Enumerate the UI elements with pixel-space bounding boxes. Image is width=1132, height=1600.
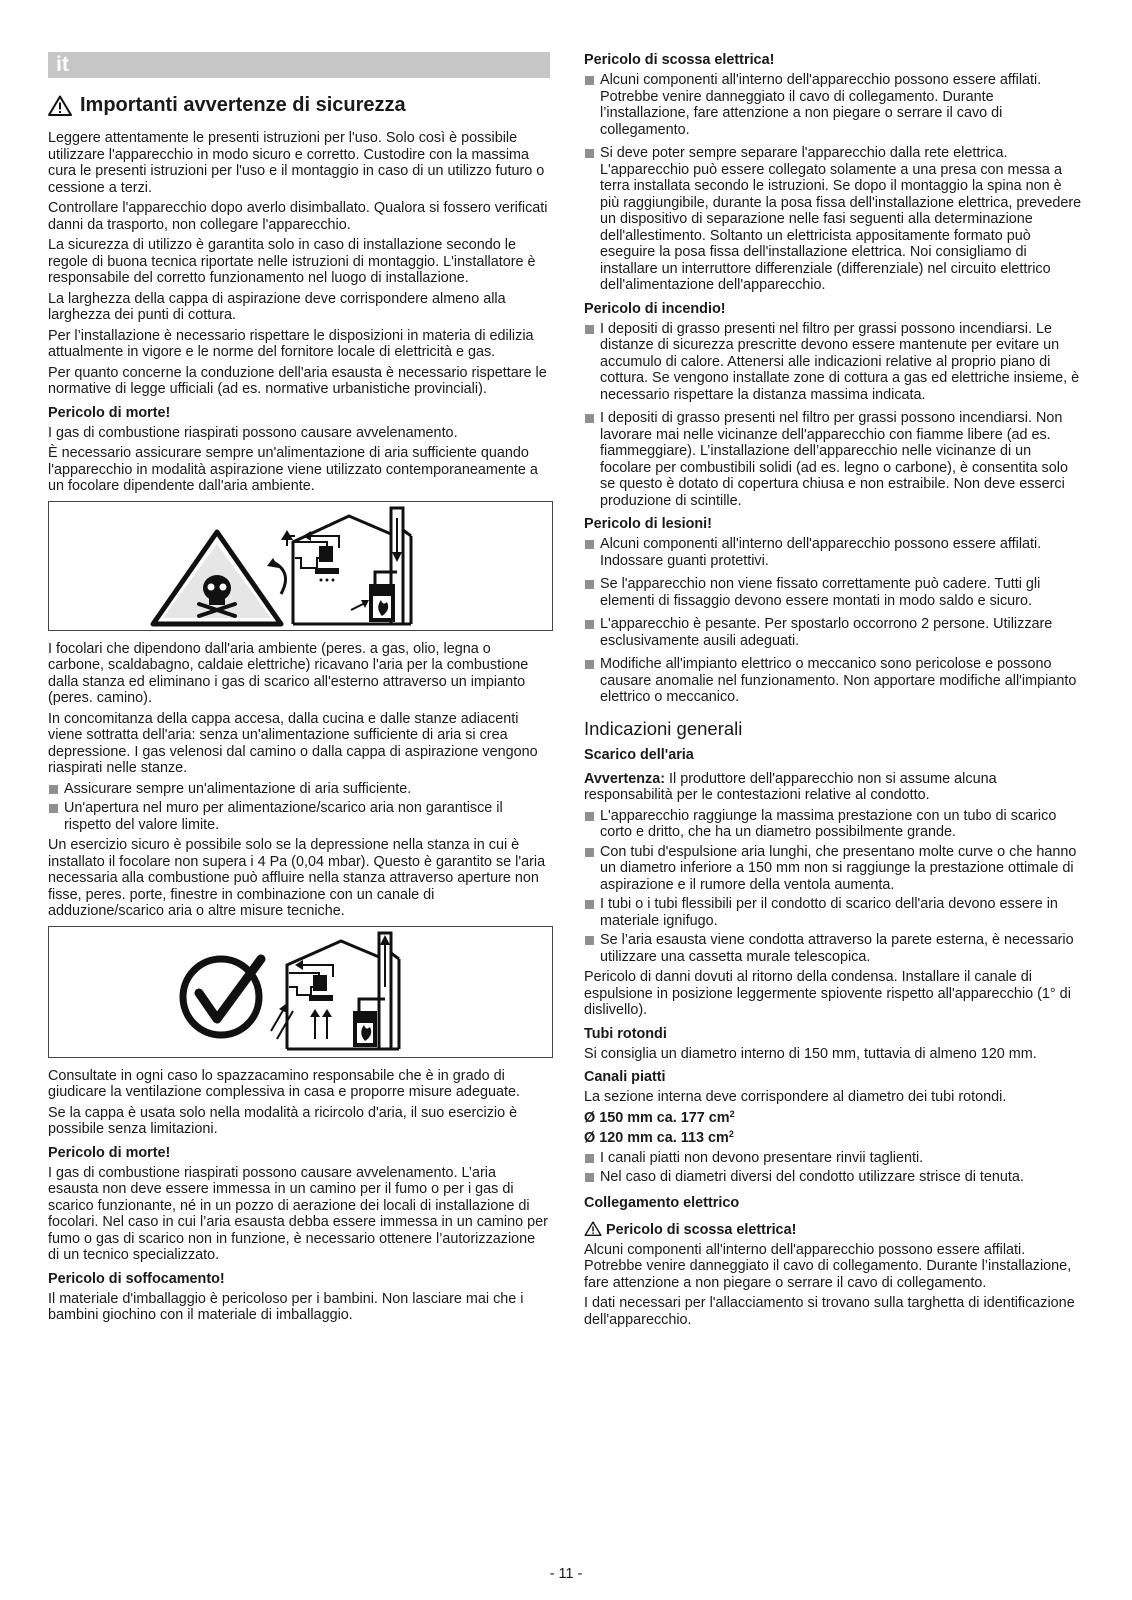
paragraph: I gas di combustione riaspirati possono causare avvelenamento.	[48, 424, 458, 441]
paragraph: I dati necessari per l'allacciamento si trovano sulla targhetta di identificazione dell'apparecchio.	[584, 1295, 1075, 1328]
main-title-text: Importanti avvertenze di sicurezza	[80, 94, 406, 116]
intro-paragraph: Per l’installazione è necessario rispettare le disposizioni in materia di edilizia attualmente in vigore e le norme del fornitore locale di elettricità e gas.	[48, 327, 534, 360]
page-number: - 11 -	[549, 1566, 583, 1582]
intro-paragraph: Leggere attentamente le presenti istruzioni per l'uso. Solo così è possibile utilizzare l'apparecchio in modo sicuro e corretto. Custodire con la massima cura le presenti istruzioni per l'uso e il montaggio in caso di un utilizzo futuro o cessione a terzi.	[48, 130, 545, 196]
intro-paragraph: Controllare l'apparecchio dopo averlo disimballato. Qualora si fossero verificati danni da trasporto, non collegare l'apparecchio.	[48, 200, 548, 233]
checkmark-icon	[183, 959, 261, 1035]
dimension-line: Ø 150 mm ca. 177 $cm^2$	[584, 1108, 735, 1126]
warning-icon	[584, 1221, 602, 1236]
illustration-safe-operation	[48, 926, 553, 1058]
list-item: I depositi di grasso presenti nel filtro per grassi possono incendiarsi. Le distanze di sicurezza prescritte devono essere mantenute per evitare un accumulo di calore. Attenersi alle indicazioni relative al proprio piano di cottura. Se vengono installate zone di cottura a gas ed elettriche insieme, è necessario rispettare la distanza massima indicata.	[584, 321, 1084, 404]
danger-electric-heading: Pericolo di scossa elettrica!	[584, 52, 775, 68]
list-item: Alcuni componenti all'interno dell'apparecchio possono essere affilati. Indossare guanti protettivi.	[584, 536, 1084, 569]
bullet-list	[584, 1150, 1084, 1186]
warning-icon	[48, 95, 72, 116]
list-item: Con tubi d'espulsione aria lunghi, che presentano molte curve o che hanno un diametro inferiore a 150 mm non si raggiunge la prestazione ottimale di aspirazione e il rumore della ventola aumenta.	[584, 844, 1084, 894]
left-column	[48, 52, 550, 1328]
paragraph: La sezione interna deve corrispondere al diametro dei tubi rotondi.	[584, 1089, 1007, 1105]
language-code: it	[56, 53, 69, 76]
paragraph: Consultate in ogni caso lo spazzacamino responsabile che è in grado di giudicare la ventilazione complessiva in casa e proporre misure adeguate.	[48, 1067, 520, 1100]
skull-warning-icon	[153, 532, 281, 624]
danger-electric-heading: Pericolo di scossa elettrica!	[584, 1221, 1084, 1239]
electrical-connection-heading: Collegamento elettrico	[584, 1194, 740, 1211]
list-item: Alcuni componenti all'interno dell'apparecchio possono essere affilati. Potrebbe venire danneggiato il cavo di collegamento. Durante l’installazione, fare attenzione a non piegare o serrare il cavo di collegamento.	[584, 72, 1084, 138]
list-item: Nel caso di diametri diversi del condotto utilizzare strisce di tenuta.	[584, 1169, 1084, 1186]
paragraph: Un esercizio sicuro è possibile solo se la depressione nella stanza in cui è installato il focolare non supera i 4 Pa (0,04 mbar). Questo è garantito se l'aria necessaria alla combustione può affluire nella stanza attraverso aperture non fisse, peres. porte, finestre in combinazione con un canale di adduzione/scarico aria o altre misure tecniche.	[48, 837, 546, 919]
paragraph: È necessario assicurare sempre un'alimentazione di aria sufficiente quando l'apparecchio in modalità aspirazione viene utilizzato contemporaneamente a un focolare dipendente dall'aria ambiente.	[48, 445, 538, 494]
intro-paragraph: La larghezza della cappa di aspirazione deve corrispondere almeno alla larghezza dei punti di cottura.	[48, 290, 506, 323]
danger-injury-heading: Pericolo di lesioni!	[584, 516, 712, 532]
bullet-list	[584, 321, 1084, 510]
paragraph: Il materiale d'imballaggio è pericoloso per i bambini. Non lasciare mai che i bambini giochino con il materiale di imballaggio.	[48, 1290, 524, 1323]
list-item: I depositi di grasso presenti nel filtro per grassi possono incendiarsi. Non lavorare mai nelle vicinanze dell'apparecchio con fiamme libere (ad es. fiammeggiare). L’installazione dell’apparecchio nelle vicinanze di un focolare per combustibili solidi (ad es. legno o carbone), è consentita solo se questo è dotato di copertura chiusa e non estraibile. Non deve esserci produzione di scintille.	[584, 410, 1084, 509]
paragraph: Pericolo di danni dovuti al ritorno della condensa. Installare il canale di espulsione in posizione leggermente spiovente rispetto all'apparecchio (1° di dislivello).	[584, 969, 1071, 1018]
list-item: Modifiche all'impianto elettrico o meccanico sono pericolose e possono causare anomalie nel funzionamento. Non apportare modifiche all'impianto elettrico o meccanico.	[584, 656, 1084, 706]
paragraph: I focolari che dipendono dall'aria ambiente (peres. a gas, olio, legna o carbone, scaldabagno, caldaie elettriche) ricavano l'aria per la combustione dalla stanza ed eliminano i gas di scarico all'esterno attraverso un impianto (peres. camino).	[48, 640, 529, 706]
main-title	[48, 92, 550, 118]
right-column	[584, 52, 1084, 1332]
notice-text: Il produttore dell'apparecchio non si assume alcuna responsabilità per le contestazioni relative al condotto.	[584, 770, 997, 803]
bullet-list	[584, 536, 1084, 706]
bullet-list	[584, 72, 1084, 294]
paragraph: Alcuni componenti all'interno dell'apparecchio possono essere affilati. Potrebbe venire danneggiato il cavo di collegamento. Durante l’installazione, fare attenzione a non piegare o serrare il cavo di collegamento.	[584, 1241, 1072, 1291]
bullet-list	[584, 808, 1084, 966]
list-item: I canali piatti non devono presentare rinvii taglienti.	[584, 1150, 1084, 1167]
illustration-danger-fumes	[48, 501, 553, 631]
round-pipes-heading: Tubi rotondi	[584, 1025, 667, 1042]
list-item: Se l’aria esausta viene condotta attraverso la parete esterna, è necessario utilizzare una cassetta murale telescopica.	[584, 932, 1084, 965]
notice-label: Avvertenza:	[584, 770, 666, 787]
paragraph: I gas di combustione riaspirati possono causare avvelenamento. L’aria esausta non deve essere immessa in un camino per il fumo o per i gas di scarico funzionante, né in un pozzo di aerazione dei locali di installazione di focolari. Nel caso in cui l’aria esausta debba essere immessa in un camino per fumo o gas di scarico non in funzione, è necessario ottenere l’autorizzazione di un tecnico specializzato.	[48, 1164, 548, 1263]
dimension-line: Ø 120 mm ca. 113 $cm^2$	[584, 1128, 734, 1146]
general-info-heading: Indicazioni generali	[584, 717, 743, 739]
house-illustration	[281, 508, 411, 624]
list-item: L'apparecchio raggiunge la massima prestazione con un tubo di scarico corto e dritto, che ha un diametro possibilmente grande.	[584, 808, 1084, 841]
bullet-list	[48, 781, 550, 834]
list-item: Si deve poter sempre separare l'apparecchio dalla rete elettrica. L'apparecchio può essere collegato solamente a una presa con messa a terra installata secondo le istruzioni. Se dopo il montaggio la spina non è più raggiungibile, durante la posa fissa dell'installazione elettrica, prevedere un dispositivo di separazione nelle fasi seguenti alla determinazione dell'allestimento. Soltanto un elettricista appositamente formato può eseguire la posa fissa dell'installazione elettrica. Noi consigliamo di installare un interruttore differenziale (differenziale) nel circuito elettrico dell'alimentazione dell'apparecchio.	[584, 145, 1084, 294]
language-bar	[48, 52, 550, 78]
list-item: Se l'apparecchio non viene fissato correttamente può cadere. Tutti gli elementi di fissaggio devono essere montati in modo saldo e sicuro.	[584, 576, 1084, 609]
exhaust-air-heading: Scarico dell'aria	[584, 746, 694, 763]
intro-paragraph: La sicurezza di utilizzo è garantita solo in caso di installazione secondo le regole di buona tecnica riportate nelle istruzioni di montaggio. L'installatore è responsabile del corretto funzionamento nel luogo di installazione.	[48, 237, 536, 286]
notice-paragraph	[584, 771, 1084, 804]
danger-suffocation-heading: Pericolo di soffocamento!	[48, 1270, 225, 1287]
intro-paragraph: Per quanto concerne la conduzione dell'aria esausta è necessario rispettare le normative di legge ufficiali (ad es. normative urbanistiche provinciali).	[48, 364, 547, 397]
flat-ducts-heading: Canali piatti	[584, 1069, 666, 1085]
list-item: Assicurare sempre un'alimentazione di aria sufficiente.	[48, 781, 550, 798]
paragraph: Se la cappa è usata solo nella modalità a ricircolo d'aria, il suo esercizio è possibile senza limitazioni.	[48, 1104, 518, 1137]
danger-fire-heading: Pericolo di incendio!	[584, 300, 726, 317]
danger-death-heading: Pericolo di morte!	[48, 1144, 171, 1161]
danger-death-heading: Pericolo di morte!	[48, 404, 171, 421]
list-item: Un'apertura nel muro per alimentazione/scarico aria non garantisce il rispetto del valore limite.	[48, 800, 550, 833]
list-item: L'apparecchio è pesante. Per spostarlo occorrono 2 persone. Utilizzare esclusivamente ausili adeguati.	[584, 616, 1084, 649]
house-illustration	[271, 933, 399, 1049]
paragraph: Si consiglia un diametro interno di 150 mm, tuttavia di almeno 120 mm.	[584, 1045, 1037, 1062]
paragraph: In concomitanza della cappa accesa, dalla cucina e dalle stanze adiacenti viene sottratta dell'aria: senza un'alimentazione sufficiente di aria si crea depressione. I gas velenosi dal camino o dalla cappa di aspirazione vengono riaspirati nelle stanze.	[48, 710, 538, 776]
list-item: I tubi o i tubi flessibili per il condotto di scarico dell'aria devono essere in materiale ignifugo.	[584, 896, 1084, 929]
